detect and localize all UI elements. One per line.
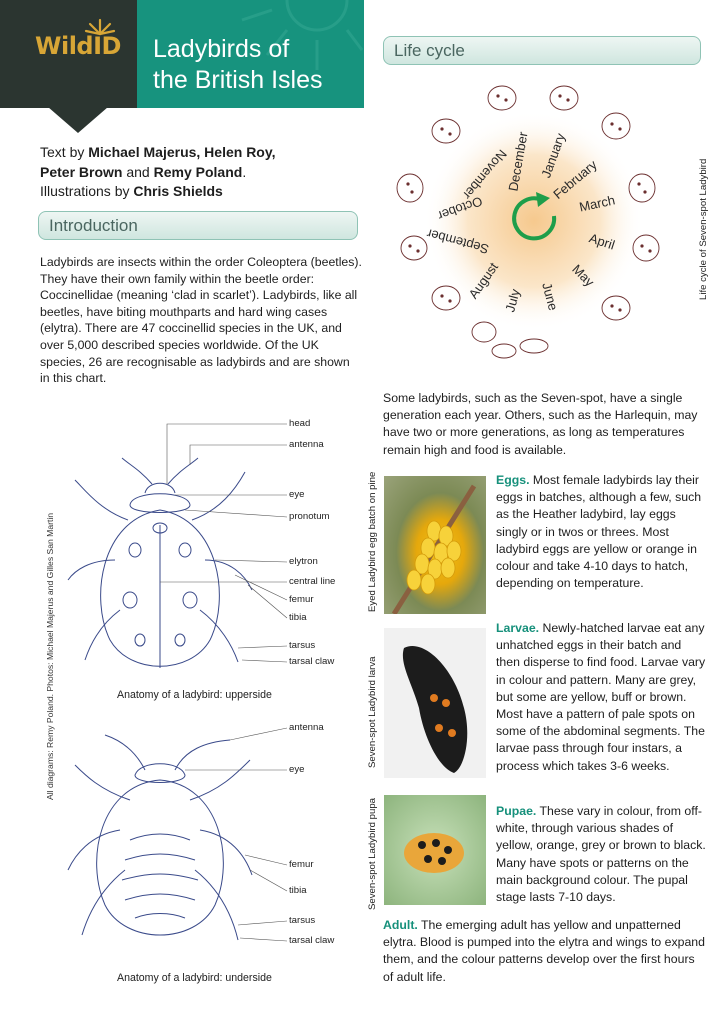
section-heading-introduction: Introduction: [38, 211, 358, 240]
month-march: March: [577, 192, 617, 215]
label-eye: eye: [289, 489, 305, 500]
label-underside-antenna: antenna: [289, 722, 324, 733]
stage-adult: Adult. The emerging adult has yellow and unpatterned elytra. Blood is pumped into the elytra and wings to expand them, and the colour patterns develop over the first hours of adult life.: [383, 918, 705, 984]
label-underside-tarsal-claw: tarsal claw: [289, 935, 335, 946]
pupa-photo-label: Seven-spot Ladybird pupa: [367, 797, 378, 910]
label-central-line: central line: [289, 576, 336, 587]
page-title: Ladybirds of the British Isles: [153, 35, 323, 94]
author-names: Michael Majerus, Helen Roy,: [88, 144, 276, 160]
caption-upperside: Anatomy of a ladybird: upperside: [117, 689, 272, 701]
caption-underside: Anatomy of a ladybird: underside: [117, 972, 272, 984]
label-pronotum: pronotum: [289, 511, 330, 522]
label-underside-eye: eye: [289, 764, 305, 775]
larva-photo: [384, 628, 486, 778]
title-banner: [137, 0, 364, 108]
byline: Text by Michael Majerus, Helen Roy, Peter Brown and Remy Poland. Illustrations by Chris Shields: [40, 144, 276, 199]
larva-photo-label: Seven-spot Ladybird larva: [367, 656, 378, 768]
month-april: April: [587, 230, 617, 253]
photo-credits: All diagrams: Remy Poland. Photos: Michael Majerus and Gilles San Martin: [45, 512, 55, 800]
month-january: January: [538, 131, 569, 180]
label-underside-tarsus: tarsus: [289, 915, 316, 926]
month-february: February: [550, 157, 600, 202]
stage-larvae: Larvae. Newly-hatched larvae eat any unhatched eggs in their batch and then disperse to find food. Larvae vary in colour and pattern. Many are grey, but some are yellow, buff or brown. Most have a pattern of pale spots on some of the abdominal segments. The larvae pass through four instars, a process which takes 3-6 weeks.: [496, 621, 706, 773]
label-head: head: [289, 418, 311, 429]
sunburst-glow: [424, 111, 644, 331]
ladybird-upperside-diagram: [60, 410, 290, 680]
label-tarsus: tarsus: [289, 640, 316, 651]
eggs-photo-label: Eyed Ladybird egg batch on pine: [367, 471, 378, 612]
label-underside-femur: femur: [289, 859, 314, 870]
label-elytron: elytron: [289, 556, 318, 567]
month-september: September: [425, 226, 491, 257]
label-antenna: antenna: [289, 439, 324, 450]
month-december: December: [505, 130, 531, 193]
stage-eggs: Eggs. Most female ladybirds lay their eggs in batches, although a few, such as the Heather ladybird, lay eggs singly or in twos or threes. Most ladybird eggs are yellow or orange in colour and take 4-10 days to hatch, depending on temperature.: [496, 473, 702, 591]
life-cycle-intro: Some ladybirds, such as the Seven-spot, have a single generation each year. Others, such as the Harlequin, may have two or more generations, as long as temperatures remain high and food is available.: [383, 391, 698, 457]
label-femur: femur: [289, 594, 314, 605]
ladybird-underside-diagram: [60, 720, 290, 960]
month-may: May: [569, 261, 598, 290]
pupa-photo: [384, 795, 486, 905]
eggs-photo: [384, 476, 486, 614]
month-july: July: [502, 287, 523, 314]
month-november: November: [459, 146, 511, 203]
month-october: October: [435, 193, 485, 224]
month-august: August: [465, 259, 501, 302]
label-tarsal-claw: tarsal claw: [289, 656, 335, 667]
intro-paragraph: Ladybirds are insects within the order Coleoptera (beetles). They have their own family within the beetle order: Coccinellidae (meaning ‘clad in scarlet’). Ladybirds, like all beetles, have biting mouthparts and hard wing cases (elytra). There are 47 coccinellid species in the UK, and over 5,000 described species worldwide. Of the UK species, 26 are recognisable as ladybirds and are shown in this chart.: [40, 255, 362, 386]
logo-pointer: [48, 107, 108, 133]
stage-pupae: Pupae. These vary in colour, from off-white, through various shades of yellow, orange, grey or brown to black. Many have spots or patterns on the main background colour. The pupal stage lasts 7-10 days.: [496, 804, 706, 905]
illustrator-name: Chris Shields: [133, 183, 223, 199]
logo: WildID: [35, 32, 121, 60]
life-cycle-side-label: Life cycle of Seven-spot Ladybird: [698, 158, 709, 300]
logo-panel: [0, 0, 137, 108]
label-tibia: tibia: [289, 612, 307, 623]
month-june: June: [539, 280, 561, 313]
section-heading-life-cycle: Life cycle: [383, 36, 701, 65]
label-underside-tibia: tibia: [289, 885, 307, 896]
